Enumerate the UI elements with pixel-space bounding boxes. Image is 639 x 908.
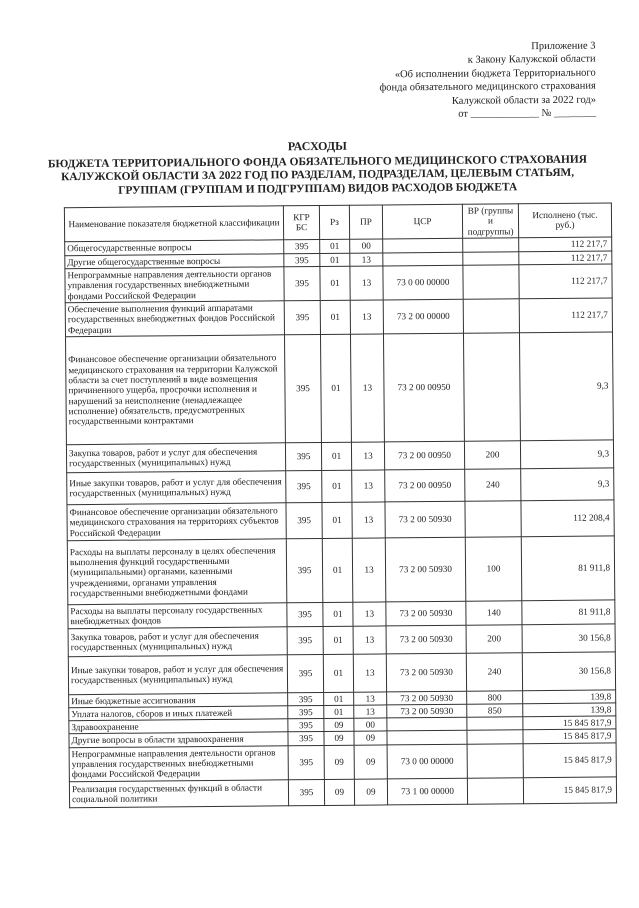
cell-name: Другие вопросы в области здравоохранения bbox=[69, 732, 288, 747]
cell-vr bbox=[463, 333, 520, 441]
annex-line: Калужской области за 2022 год» bbox=[451, 94, 597, 107]
cell-csr: 73 2 00 50930 bbox=[386, 653, 466, 692]
cell-kgrbs: 395 bbox=[284, 253, 320, 267]
cell-rz: 09 bbox=[324, 779, 354, 805]
cell-csr bbox=[383, 238, 463, 253]
cell-executed: 112 217,7 bbox=[519, 264, 612, 299]
annex-line: к Закону Калужской области bbox=[467, 53, 596, 67]
cell-pr: 13 bbox=[350, 253, 383, 267]
cell-executed: 9,3 bbox=[519, 332, 613, 441]
header-executed: Исполнено (тыс. руб.) bbox=[518, 203, 611, 238]
table-row bbox=[68, 651, 615, 694]
cell-vr bbox=[463, 299, 519, 333]
cell-executed: 9,3 bbox=[521, 468, 614, 501]
cell-pr: 13 bbox=[351, 442, 384, 470]
table-row bbox=[65, 298, 612, 337]
cell-rz: 01 bbox=[321, 442, 351, 470]
cell-vr bbox=[463, 265, 519, 299]
cell-name: Непрограммные направления деятельности органов управления государственных внебюджетными фондами Российской Федерации bbox=[65, 267, 284, 303]
cell-kgrbs: 395 bbox=[288, 719, 324, 733]
table-row bbox=[67, 536, 615, 605]
cell-pr: 13 bbox=[350, 300, 383, 334]
cell-vr bbox=[467, 743, 523, 777]
cell-pr: 13 bbox=[353, 602, 386, 626]
cell-pr: 00 bbox=[350, 239, 383, 253]
cell-executed: 139,8 bbox=[523, 703, 616, 717]
cell-kgrbs: 395 bbox=[288, 732, 324, 746]
cell-csr: 73 0 00 00000 bbox=[383, 265, 463, 300]
cell-vr: 140 bbox=[466, 601, 522, 625]
cell-kgrbs: 395 bbox=[288, 745, 324, 779]
cell-pr: 13 bbox=[350, 334, 384, 442]
table-row bbox=[65, 264, 612, 303]
cell-name: Другие общегосударственные вопросы bbox=[65, 254, 284, 269]
cell-kgrbs: 395 bbox=[287, 654, 323, 692]
cell-rz: 01 bbox=[322, 502, 352, 538]
cell-pr: 09 bbox=[354, 731, 387, 745]
cell-pr: 13 bbox=[354, 705, 387, 719]
cell-name: Иные закупки товаров, работ и услуг для обеспечения государственных (муниципальных) нужд bbox=[68, 654, 287, 694]
cell-name: Расходы на выплаты персоналу в целях обеспечения выполнения функций государственными (муниципальными) органами, казенными учреждениями, органами управления государственными внебюджетными фондами bbox=[67, 539, 287, 605]
annex-line: «Об исполнении бюджета Территориального bbox=[394, 67, 596, 81]
cell-rz: 01 bbox=[320, 253, 350, 267]
cell-executed: 15 845 817,9 bbox=[523, 729, 616, 743]
annex-line: Приложение 3 bbox=[531, 40, 596, 53]
cell-csr: 73 2 00 50930 bbox=[386, 601, 466, 625]
cell-name: Уплата налогов, сборов и иных платежей bbox=[69, 706, 288, 721]
cell-kgrbs: 395 bbox=[288, 705, 324, 719]
cell-vr bbox=[465, 501, 521, 537]
title-line: КАЛУЖСКОЙ ОБЛАСТИ ЗА 2022 ГОД ПО РАЗДЕЛАМ, ПОДРАЗДЕЛАМ, ЦЕЛЕВЫМ СТАТЬЯМ, bbox=[61, 166, 575, 184]
cell-executed: 30 156,8 bbox=[522, 623, 615, 652]
cell-pr: 09 bbox=[354, 779, 387, 805]
cell-kgrbs: 395 bbox=[287, 602, 323, 626]
cell-kgrbs: 395 bbox=[286, 502, 322, 538]
cell-executed: 9,3 bbox=[520, 440, 613, 469]
cell-executed: 112 208,4 bbox=[521, 500, 614, 537]
header-vr: ВР (группы и подгруппы) bbox=[462, 204, 518, 238]
table-header-row bbox=[64, 203, 611, 242]
cell-vr bbox=[467, 730, 523, 744]
header-name: Наименование показателя бюджетной классификации bbox=[64, 206, 283, 242]
cell-name: Иные бюджетные ассигнования bbox=[69, 692, 288, 707]
cell-csr: 73 2 00 50930 bbox=[387, 691, 467, 705]
cell-executed: 139,8 bbox=[523, 689, 616, 703]
header-csr: ЦСР bbox=[382, 204, 462, 239]
table-row bbox=[67, 468, 614, 505]
cell-csr: 73 1 00 00000 bbox=[387, 778, 467, 805]
header-pr: ПР bbox=[349, 205, 382, 239]
cell-pr: 13 bbox=[352, 470, 385, 502]
cell-csr: 73 2 00 50930 bbox=[385, 501, 465, 538]
title-line: РАСХОДЫ bbox=[287, 138, 347, 154]
cell-rz: 09 bbox=[324, 718, 354, 732]
cell-vr: 800 bbox=[467, 690, 523, 704]
cell-pr: 13 bbox=[353, 625, 386, 653]
cell-csr bbox=[387, 717, 467, 731]
cell-rz: 01 bbox=[323, 602, 353, 626]
cell-kgrbs: 395 bbox=[284, 301, 320, 335]
cell-executed: 30 156,8 bbox=[522, 651, 615, 690]
cell-name: Общегосударственные вопросы bbox=[65, 240, 284, 256]
cell-csr bbox=[387, 731, 467, 745]
annex-line: от _____________ № ________ bbox=[458, 107, 597, 120]
annex-line: фонда обязательного медицинского страхования bbox=[379, 80, 596, 94]
cell-kgrbs: 395 bbox=[284, 239, 320, 253]
cell-executed: 15 845 817,9 bbox=[523, 716, 616, 730]
cell-vr bbox=[463, 252, 519, 266]
cell-csr: 73 2 00 50930 bbox=[387, 704, 467, 718]
cell-kgrbs: 395 bbox=[288, 692, 324, 706]
table-row bbox=[67, 500, 614, 541]
cell-rz: 01 bbox=[320, 334, 351, 442]
header-kgrbs: КГР БС bbox=[283, 205, 319, 239]
title-line: БЮДЖЕТА ТЕРРИТОРИАЛЬНОГО ФОНДА ОБЯЗАТЕЛЬНОГО МЕДИЦИНСКОГО СТРАХОВАНИЯ bbox=[47, 153, 588, 170]
cell-name: Расходы на выплаты персоналу государственных внебюджетных фондов bbox=[68, 603, 287, 629]
table-row bbox=[69, 777, 616, 808]
cell-kgrbs: 395 bbox=[286, 538, 323, 602]
cell-name: Финансовое обеспечение организации обязательного медицинского страхования на территориях субъектов Российской Федерации bbox=[67, 503, 286, 541]
cell-rz: 01 bbox=[322, 470, 352, 502]
cell-vr bbox=[467, 777, 523, 803]
cell-kgrbs: 395 bbox=[287, 626, 323, 654]
cell-name: Обеспечение выполнения функций аппаратами государственных внебюджетных фондов Российской Федерации bbox=[65, 301, 284, 337]
cell-executed: 15 845 817,9 bbox=[523, 777, 616, 804]
cell-name: Закупка товаров, работ и услуг для обеспечения государственных (муниципальных) нужд bbox=[68, 626, 287, 656]
cell-vr: 240 bbox=[466, 652, 522, 690]
expenses-table bbox=[64, 202, 617, 807]
cell-vr: 100 bbox=[465, 537, 522, 601]
cell-rz: 01 bbox=[323, 626, 353, 654]
cell-csr: 73 2 00 00950 bbox=[383, 333, 464, 442]
cell-vr: 850 bbox=[467, 704, 523, 718]
cell-executed: 81 911,8 bbox=[522, 600, 615, 624]
cell-csr: 73 2 00 50930 bbox=[386, 625, 466, 654]
table-row bbox=[69, 743, 616, 782]
cell-rz: 01 bbox=[322, 538, 353, 602]
cell-name: Здравоохранение bbox=[69, 719, 288, 734]
table-row bbox=[66, 332, 614, 445]
annex-header bbox=[295, 40, 596, 123]
cell-pr: 09 bbox=[354, 745, 387, 779]
cell-kgrbs: 395 bbox=[285, 442, 321, 470]
cell-name: Непрограммные направления деятельности органов управления государственных внебюджетными фондами Российской Федерации bbox=[69, 746, 288, 782]
cell-csr: 73 2 00 50930 bbox=[385, 537, 466, 602]
title-line: ГРУППАМ (ГРУППАМ И ПОДГРУППАМ) ВИДОВ РАСХОДОВ БЮДЖЕТА bbox=[118, 181, 518, 197]
cell-executed: 112 217,7 bbox=[519, 298, 612, 333]
cell-rz: 01 bbox=[320, 266, 350, 300]
cell-rz: 01 bbox=[320, 239, 350, 253]
cell-executed: 112 217,7 bbox=[519, 237, 612, 252]
cell-name: Закупка товаров, работ и услуг для обеспечения государственных (муниципальных) нужд bbox=[66, 443, 285, 473]
cell-rz: 01 bbox=[323, 654, 353, 692]
cell-pr: 13 bbox=[354, 691, 387, 705]
cell-vr: 200 bbox=[466, 624, 522, 652]
cell-vr: 200 bbox=[464, 441, 520, 469]
cell-name: Финансовое обеспечение организации обязательного медицинского страхования на территории Калужской области за счет поступлений в виде возмещения причиненного ущерба, просрочки исполнения и нарушений за неисполнение (ненадлежащее исполнение) обязательств, предусмотренных государственными контрактами bbox=[66, 335, 286, 445]
cell-csr bbox=[383, 252, 463, 266]
cell-pr: 13 bbox=[352, 538, 386, 602]
cell-vr bbox=[467, 717, 523, 731]
cell-rz: 09 bbox=[324, 732, 354, 746]
cell-csr: 73 2 00 00950 bbox=[384, 441, 464, 470]
cell-vr bbox=[463, 238, 519, 252]
cell-name: Иные закупки товаров, работ и услуг для обеспечения государственных (муниципальных) нужд bbox=[67, 471, 286, 505]
cell-executed: 112 217,7 bbox=[519, 251, 612, 265]
header-rz: Рз bbox=[319, 205, 349, 239]
cell-pr: 13 bbox=[352, 502, 385, 538]
cell-executed: 81 911,8 bbox=[521, 536, 615, 601]
cell-executed: 15 845 817,9 bbox=[523, 743, 616, 778]
document-title bbox=[37, 138, 597, 199]
cell-rz: 01 bbox=[320, 300, 350, 334]
cell-kgrbs: 395 bbox=[288, 779, 324, 805]
cell-vr: 240 bbox=[465, 469, 521, 501]
cell-rz: 01 bbox=[324, 705, 354, 719]
cell-pr: 00 bbox=[354, 718, 387, 732]
cell-rz: 01 bbox=[324, 692, 354, 706]
cell-rz: 09 bbox=[324, 745, 354, 779]
cell-kgrbs: 395 bbox=[286, 470, 322, 502]
cell-pr: 13 bbox=[353, 653, 386, 691]
cell-csr: 73 2 00 00000 bbox=[383, 299, 463, 334]
cell-csr: 73 2 00 00950 bbox=[385, 469, 465, 502]
cell-kgrbs: 395 bbox=[284, 267, 320, 301]
cell-pr: 13 bbox=[350, 266, 383, 300]
cell-name: Реализация государственных функций в области социальной политики bbox=[69, 779, 288, 807]
cell-csr: 73 0 00 00000 bbox=[387, 744, 467, 779]
cell-kgrbs: 395 bbox=[284, 334, 321, 442]
